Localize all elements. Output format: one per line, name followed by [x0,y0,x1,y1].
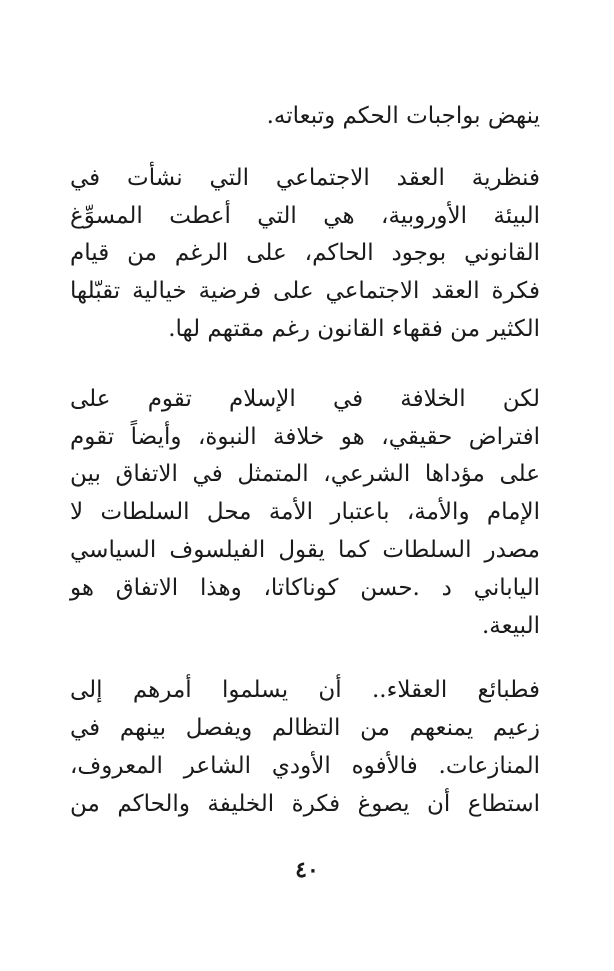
text-line: المنازعات. فالأفوه الأودي الشاعر المعروف، [70,752,540,779]
text-line: الكثير من فقهاء القانون رغم مقتهم لها. [168,315,540,342]
text-line: الإمام والأمة، باعتبار الأمة محل السلطات لا [70,499,540,526]
text-line: القانوني بوجود الحاكم، على الرغم من قيام [70,240,540,267]
text-line: زعيم يمنعهم من التظالم ويفصل بينهم في [70,715,540,742]
page-number: ٤٠ [295,857,319,883]
text-line: على مؤداها الشرعي، المتمثل في الاتفاق بين [70,461,540,488]
paragraph-4 [70,672,540,823]
paragraph-1 [70,98,540,136]
text-line: افتراض حقيقي، هو خلافة النبوة، وأيضاً تقوم [70,423,540,450]
text-line: فكرة العقد الاجتماعي على فرضية خيالية تقبّلها [70,278,540,305]
paragraph-3 [70,381,540,646]
text-line: الياباني د .حسن كوناكاتا، وهذا الاتفاق هو [70,574,540,601]
text-line: البيعة. [481,612,540,639]
page-body [70,98,540,824]
text-line: لكن الخلافة في الإسلام تقوم على [70,385,540,412]
text-line: ينهض بواجبات الحكم وتبعاته. [266,103,540,129]
text-line: فطبائع العقلاء.. أن يسلموا أمرهم إلى [70,677,540,704]
text-line: البيئة الأوروبية، هي التي أعطت المسوِّغ [70,202,540,229]
text-line: استطاع أن يصوغ فكرة الخليفة والحاكم من [70,790,540,817]
paragraph-2 [70,160,540,349]
text-line: مصدر السلطات كما يقول الفيلسوف السياسي [70,536,540,563]
text-line: فنظرية العقد الاجتماعي التي نشأت في [70,164,540,191]
